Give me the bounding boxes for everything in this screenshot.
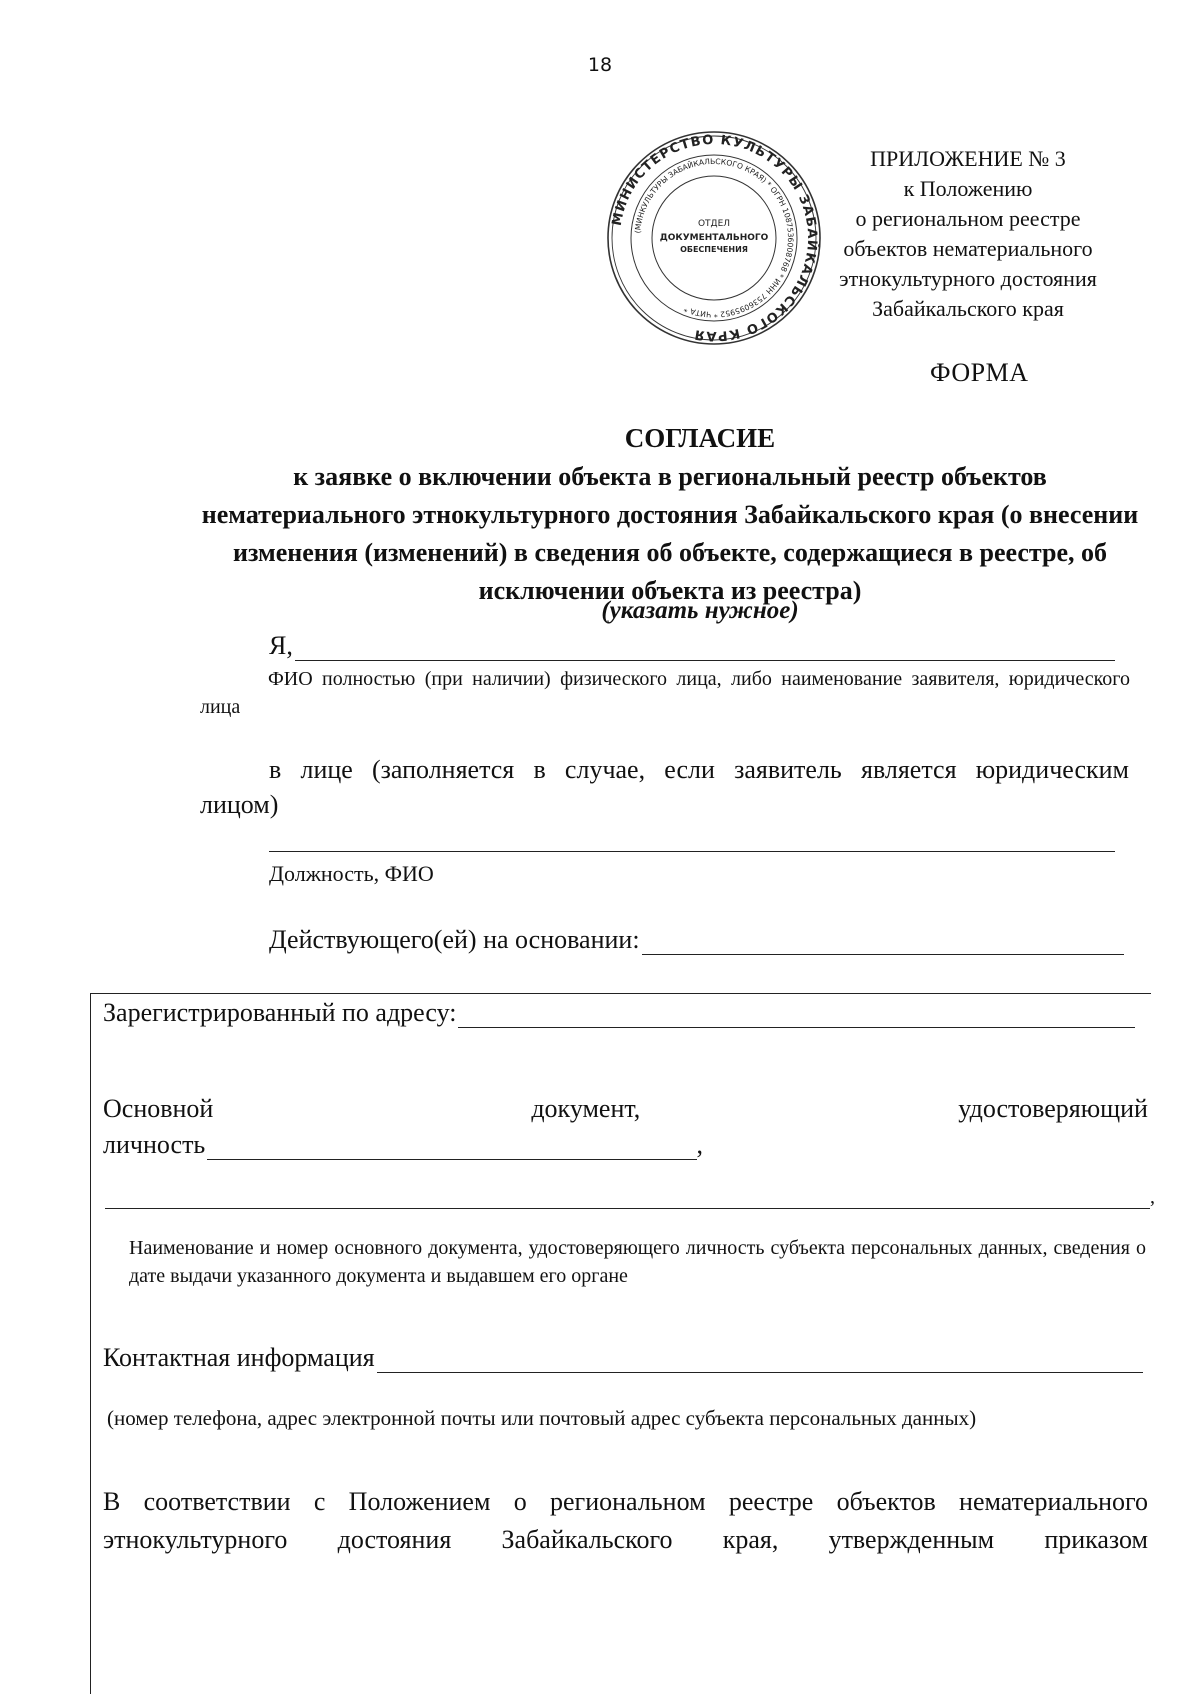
agreement-line-1: В соответствии с Положением о региональном реестре объектов нематериального (103, 1487, 1148, 1516)
stamp-outer-text: МИНИСТЕРСТВО КУЛЬТУРЫ ЗАБАЙКАЛЬСКОГО КРАЯ (609, 132, 820, 344)
id-doc-line-1 (103, 1094, 1148, 1124)
id-doc-word: удостоверяющий (958, 1094, 1148, 1123)
contact-row (103, 1343, 1143, 1373)
appendix-line: о региональном реестре (855, 206, 1081, 231)
appendix-line: объектов нематериального (843, 236, 1093, 261)
id-doc-extra-row (103, 1184, 1155, 1209)
contact-field[interactable] (377, 1348, 1143, 1373)
applicant-name-field[interactable] (295, 636, 1115, 661)
registered-address-label: Зарегистрированный по адресу: (103, 998, 457, 1027)
id-doc-row (103, 1130, 703, 1160)
registered-address-row (103, 998, 1135, 1028)
in-person-line-1: в лице (заполняется в случае, если заявитель является юридическим (269, 755, 1129, 784)
contact-note: (номер телефона, адрес электронной почты или почтовый адрес субъекта персональных данных) (107, 1406, 977, 1430)
id-doc-extra-field[interactable] (105, 1184, 1150, 1209)
representative-field[interactable] (269, 851, 1115, 852)
acting-basis-label: Действующего(ей) на основании: (269, 925, 640, 954)
id-doc-word: документ, (531, 1094, 641, 1123)
appendix-line: к Положению (903, 176, 1033, 201)
position-note: Должность, ФИО (269, 861, 434, 886)
acting-basis-field[interactable] (642, 930, 1124, 955)
id-doc-line-2: личность (103, 1130, 206, 1159)
appendix-line: Забайкальского края (872, 296, 1064, 321)
document-title: СОГЛАСИЕ (624, 423, 776, 453)
id-doc-note: Наименование и номер основного документа, удостоверяющего личность субъекта персональных данных, сведения о дате выдачи указанного документа и выдавшем его органе (129, 1237, 1146, 1287)
appendix-line: ПРИЛОЖЕНИЕ № 3 (870, 146, 1066, 171)
i-prefix: Я, (269, 631, 293, 660)
agreement-line-2: этнокультурного достояния Забайкальского края, утвержденным приказом (103, 1525, 1148, 1554)
registered-address-field[interactable] (458, 1003, 1135, 1028)
form-label: ФОРМА (930, 358, 1029, 387)
fio-note: ФИО полностью (при наличии) физического лица, либо наименование заявителя, юридического лица (200, 668, 1130, 718)
contact-label: Контактная информация (103, 1343, 375, 1372)
appendix-block (818, 144, 1118, 324)
stamp-center-line-1: ОТДЕЛ (697, 219, 731, 229)
page-number: 18 (587, 54, 613, 76)
document-subtitle: к заявке о включении объекта в региональный реестр объектов нематериального этнокультурного достояния Забайкальского края (о внесении изменения (изменений) в сведения об объекте, содержащиеся в реестре, об исключении объекта из реестра) (201, 462, 1139, 605)
official-stamp (604, 128, 824, 348)
stamp-center-line-2: ДОКУМЕНТАЛЬНОГО (659, 233, 769, 243)
comma: , (1150, 1186, 1155, 1208)
id-doc-field[interactable] (207, 1135, 696, 1160)
instruction-note: (указать нужное) (601, 597, 799, 624)
in-person-line-2: лицом) (200, 790, 279, 819)
stamp-center-line-3: ОБЕСПЕЧЕНИЯ (680, 245, 748, 254)
acting-basis-row (269, 925, 1124, 955)
comma: , (696, 1130, 703, 1159)
stamp-middle-text: (МИНКУЛЬТУРЫ ЗАБАЙКАЛЬСКОГО КРАЯ) * ОГРН 1087536008768 * ИНН 7536095952 * ЧИТА * (633, 156, 796, 320)
bordered-section (90, 993, 1155, 1694)
appendix-line: этнокультурного достояния (839, 266, 1097, 291)
applicant-name-row (269, 631, 1115, 661)
id-doc-word: Основной (103, 1094, 214, 1123)
